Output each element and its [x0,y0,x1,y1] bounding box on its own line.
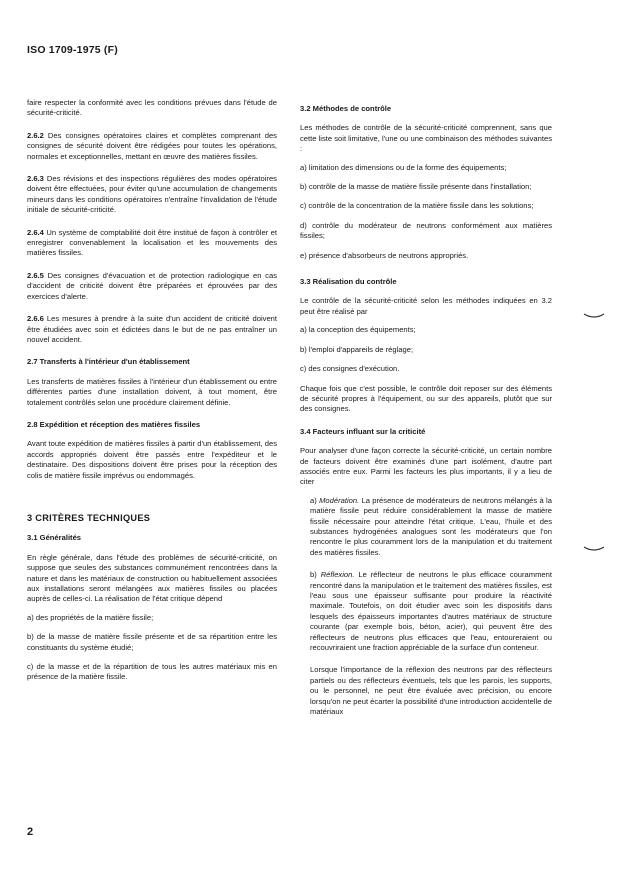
list-item: b) de la masse de matière fissile présente et de sa répartition entre les constituants du système étudié; [27,632,277,652]
factor-title: Réflexion. [320,570,355,580]
list-item: a) la conception des équipements; [300,325,416,335]
section-3-2-text: Les méthodes de contrôle de la sécurité-criticité comprennent, sans que cette liste soit limitative, l'une ou une combinaison des méthodes suivantes : [300,123,552,154]
section-3-3-text: Le contrôle de la sécurité-criticité selon les méthodes indiquées en 3.2 peut être réalisé par [300,296,552,316]
section-number: 2.6.3 [27,174,44,184]
section-3-2-heading: 3.2 Méthodes de contrôle [300,104,392,113]
section-2-6-6 [27,314,277,345]
section-2-7-text: Les transferts de matières fissiles à l'intérieur d'un établissement ou entre différentes parties d'une installation doivent, à tout moment, être totalement contrôlés selon une procédure clairement définie. [27,376,277,407]
margin-mark [583,545,605,553]
list-item: a) des propriétés de la matière fissile; [27,612,154,622]
list-item: b) l'emploi d'appareils de réglage; [300,344,414,354]
factor-text: Le réflecteur de neutrons le plus efficace couramment rencontré dans la manipulation et le traitement des matières fissiles, est l'eau sous une épaisseur suffisante pour produire la réactivité maximale. Toutefois, on doit étudier avec soin les dispositifs dans lesquels des épaisseurs importantes d'autres matériaux de structure courante (par exemple bois, béton, acier), qui peuvent être des réflecteurs de neutrons plus efficaces que l'eau, entoureraient ou recouvriraient une fraction appréciable de la surface d'un conteneur. [310,570,552,653]
section-3-3-heading: 3.3 Réalisation du contrôle [300,277,397,287]
section-3-3-after: Chaque fois que c'est possible, le contrôle doit reposer sur des éléments de sécurité propres à l'équipement, ou sur des appareils, plutôt que sur des consignes. [300,383,552,414]
section-number: 2.6.2 [27,130,44,140]
factor-label: b) [310,570,317,580]
section-2-7-heading: 2.7 Transferts à l'intérieur d'un établissement [27,357,190,367]
list-item: c) de la masse et de la répartition de tous les autres matériaux mis en présence de la matière fissile. [27,662,277,682]
list-item: c) contrôle de la concentration de la matière fissile dans les solutions; [300,201,534,211]
section-2-8-text: Avant toute expédition de matières fissiles à partir d'un établissement, des accords appropriés doivent être passés entre l'expéditeur et le destinataire. Des dispositions doivent être prises pour la réception des colis de matière fissile imprévus ou endommagés. [27,439,277,480]
list-item: c) des consignes d'exécution. [300,364,400,374]
list-item: e) présence d'absorbeurs de neutrons appropriés. [300,250,469,260]
factor-title: Modération. [319,495,360,505]
section-2-6-2 [27,131,277,162]
factor-reflection [300,570,552,653]
list-item: a) limitation des dimensions ou de la forme des équipements; [300,162,507,172]
factor-moderation [300,496,552,558]
document-header: ISO 1709-1975 (F) [27,44,118,56]
factor-label: a) [310,495,317,505]
section-number: 2.6.5 [27,270,44,280]
list-item: d) contrôle du modérateur de neutrons conformément aux matières fissiles; [300,220,552,241]
section-text: Les mesures à prendre à la suite d'un accident de criticité doivent être étudiées avec soin et édictées dans le but de ne pas entraîner un nouvel accident. [27,314,277,344]
section-2-6-4 [27,228,277,259]
section-text: Un système de comptabilité doit être institué de façon à contrôler et enregistrer convenablement la localisation et les mouvements des matières fissiles. [27,227,277,258]
intro-paragraph: faire respecter la conformité avec les conditions prévues dans l'étude de sécurité-criticité. [27,98,277,118]
list-item: b) contrôle de la masse de matière fissile présente dans l'installation; [300,182,532,192]
section-3-4-text: Pour analyser d'une façon correcte la sécurité-criticité, un certain nombre de facteurs doivent être examinés d'une part isolément, d'autre part associés entre eux. Parmi les facteurs les plus importants, il y a lieu de citer [300,446,552,487]
margin-mark [583,312,605,320]
right-column [300,104,552,729]
left-column [27,98,277,692]
section-2-6-5 [27,271,277,302]
section-3-4-heading: 3.4 Facteurs influant sur la criticité [300,426,426,436]
section-3-1-heading: 3.1 Généralités [27,533,82,543]
section-number: 2.6.6 [27,314,44,324]
chapter-3-heading: 3 CRITÈRES TECHNIQUES [27,512,151,523]
reflection-continued: Lorsque l'importance de la réflexion des neutrons par des réflecteurs partiels ou des réflecteurs éventuels, tels que les parois, les supports, ou le personnel, ne peut être évaluée avec précision, ou encore lorsqu'on ne peut écarter la possibilité d'une introduction accidentelle de matériaux [310,665,552,717]
section-text: Des révisions et des inspections régulières des modes opératoires doivent être effectuées, pour éviter qu'une accumulation de changements mineurs dans les conditions opératoires n'entraîne l'invalidation de l'étude initiale de sécurité-criticité. [27,174,277,215]
section-2-6-3 [27,174,277,216]
section-text: Des consignes d'évacuation et de protection radiologique en cas d'accident de criticité doivent être préparées et éprouvées par des exercices d'alerte. [27,270,277,301]
page-number: 2 [27,826,34,838]
section-2-8-heading: 2.8 Expédition et réception des matières fissiles [27,419,201,429]
section-3-1-text: En règle générale, dans l'étude des problèmes de sécurité-criticité, on suppose que seules des substances communément rencontrées dans la nature et dans les matériaux de construction ou habituellement associées aux installations seront mélangées aux matières fissiles ou placées auprès de celles-ci. La réalisation de l'état critique dépend [27,552,277,604]
section-number: 2.6.4 [27,227,44,237]
section-text: Des consignes opératoires claires et complètes comprenant des consignes de sécurité doivent être rédigées pour toutes les opérations, normales et exceptionnelles, mettant en œuvre des matières fissiles. [27,130,277,161]
spacer [27,493,277,513]
factor-text: La présence de modérateurs de neutrons mélangés à la matière fissile peut réduire considérablement la masse de matière fissile nécessaire pour atteindre l'état critique. L'eau, l'huile et des substances hydrogénées analogues sont les modérateurs que l'on rencontre le plus couramment lors de la manipulation et du traitement des matières fissiles. [310,495,552,557]
